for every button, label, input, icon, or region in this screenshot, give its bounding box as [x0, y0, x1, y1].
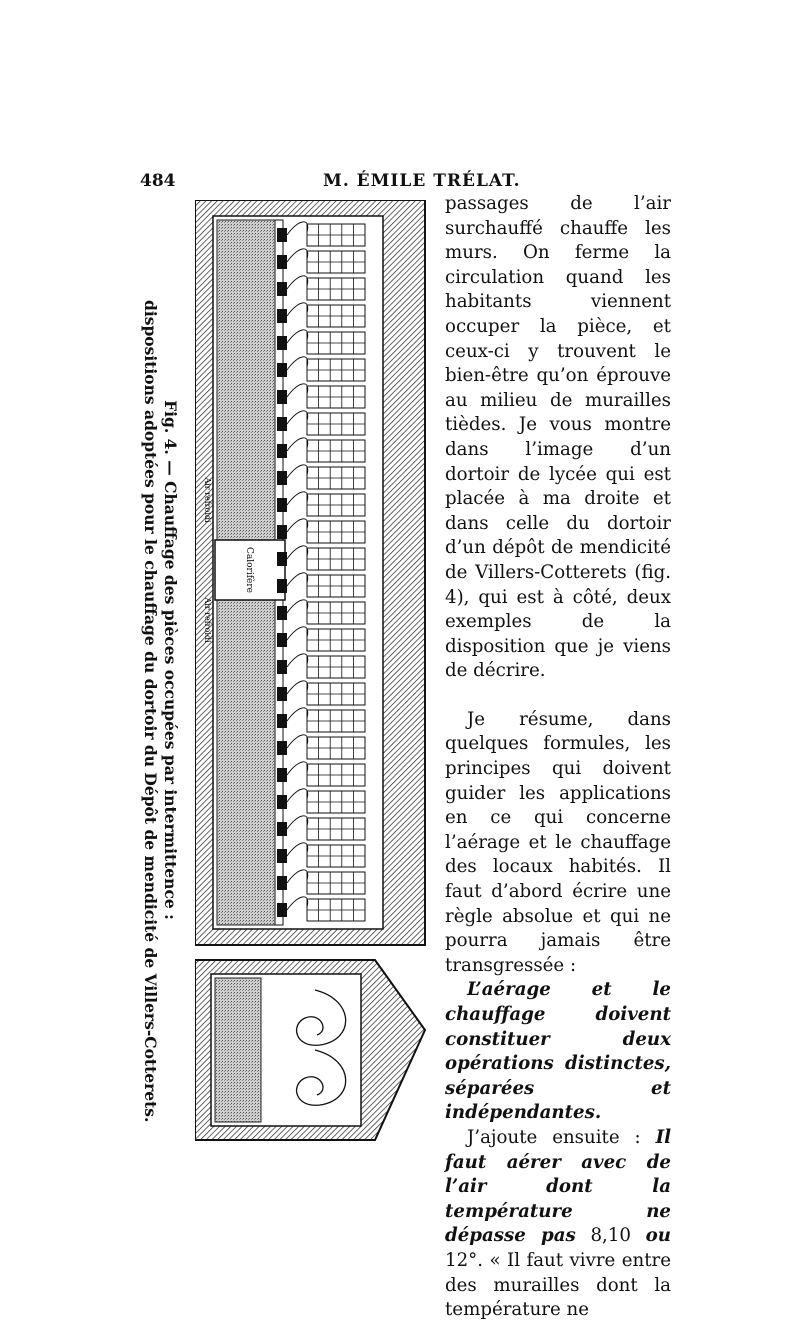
vent: [277, 903, 287, 917]
bed: [307, 305, 365, 327]
bed: [307, 575, 365, 597]
vent: [277, 849, 287, 863]
bed: [307, 764, 365, 786]
caption-fig-number: Fig. 4.: [161, 400, 180, 455]
vent: [277, 444, 287, 458]
running-head: M. ÉMILE TRÉLAT.: [323, 171, 521, 191]
paragraph-2: Je résume, dans quelques formules, les principes qui doivent guider les applications en ce qui concerne l’aérage et le chauffage des locaux habités. Il faut d’abord écrire une règle absolue et qui ne pourra jamais être transgressée :: [445, 708, 671, 976]
caption-line-2: dispositions adoptées pour le chauffage du dortoir du Dépôt de mendicité de Villers-Cotterets.: [141, 300, 160, 1123]
bed: [307, 818, 365, 840]
bed: [307, 278, 365, 300]
p4-a: J’ajoute ensuite :: [467, 1126, 656, 1148]
bed: [307, 494, 365, 516]
bed: [307, 359, 365, 381]
end-room-heated-zone: [215, 978, 261, 1122]
bed: [307, 440, 365, 462]
vent: [277, 579, 287, 593]
bed: [307, 332, 365, 354]
bed: [307, 710, 365, 732]
vent: [277, 417, 287, 431]
paragraph-3: L’aérage et le chauffage doivent constituer deux opérations distinctes, séparées et indépendantes.: [445, 979, 671, 1124]
bed: [307, 548, 365, 570]
vent: [277, 660, 287, 674]
p4-b: Il faut aérer avec de l’air dont la température ne dépasse pas: [445, 1126, 671, 1247]
body-text: [445, 192, 671, 1323]
figure-caption: [140, 300, 180, 1123]
vent: [277, 498, 287, 512]
bed: [307, 602, 365, 624]
vent: [277, 552, 287, 566]
bed: [307, 791, 365, 813]
label-calorifere: Calorifère: [244, 546, 254, 594]
dormitory-plan: [195, 200, 425, 945]
vent: [277, 822, 287, 836]
bed: [307, 845, 365, 867]
paragraph-4: [445, 1126, 671, 1323]
vent: [277, 390, 287, 404]
page-number: 484: [140, 171, 176, 191]
end-room-plan: [195, 960, 425, 1140]
vent: [277, 336, 287, 350]
bed: [307, 683, 365, 705]
label-air-refroidi-1: Air refroidi: [203, 477, 212, 523]
vent: [277, 633, 287, 647]
vent: [277, 606, 287, 620]
bed: [307, 251, 365, 273]
caption-line-1: [160, 300, 180, 1020]
vent: [277, 471, 287, 485]
paragraph-1: passages de l’air surchauffé chauffe les murs. On ferme la circulation quand les habitants viennent occuper la pièce, et ceux-ci y trouvent le bien-être qu’on éprouve au milieu de murailles tièdes. Je vous montre dans l’image d’un dortoir de lycée qui est placée à ma droite et dans celle du dortoir d’un dépôt de mendicité de Villers-Cotterets (fig. 4), qui est à côté, deux exemples de la disposition que je viens de décrire.: [445, 193, 671, 682]
vent: [277, 282, 287, 296]
vent: [277, 768, 287, 782]
bed: [307, 386, 365, 408]
vent: [277, 255, 287, 269]
vent: [277, 309, 287, 323]
p4-c: 8,10: [575, 1225, 646, 1247]
bed: [307, 629, 365, 651]
bed: [307, 467, 365, 489]
label-air-refroidi-2: Air refroidi: [203, 597, 212, 643]
vent: [277, 795, 287, 809]
vent: [277, 525, 287, 539]
bed: [307, 737, 365, 759]
bed: [307, 656, 365, 678]
floor-plan-drawing: [195, 200, 427, 1145]
vent: [277, 228, 287, 242]
vent: [277, 741, 287, 755]
vent: [277, 687, 287, 701]
p4-e: 12°. « Il faut vivre entre des murailles dont la température ne: [445, 1249, 671, 1321]
bed: [307, 521, 365, 543]
bed: [307, 224, 365, 246]
bed: [307, 872, 365, 894]
bed: [307, 413, 365, 435]
bed: [307, 899, 365, 921]
vent: [277, 363, 287, 377]
vent: [277, 876, 287, 890]
vent: [277, 714, 287, 728]
caption-line-1-text: — Chauffage des pièces occupées par intermittence :: [161, 454, 180, 920]
floor-plan-figure: [195, 200, 427, 1145]
p4-d: ou: [645, 1225, 672, 1247]
